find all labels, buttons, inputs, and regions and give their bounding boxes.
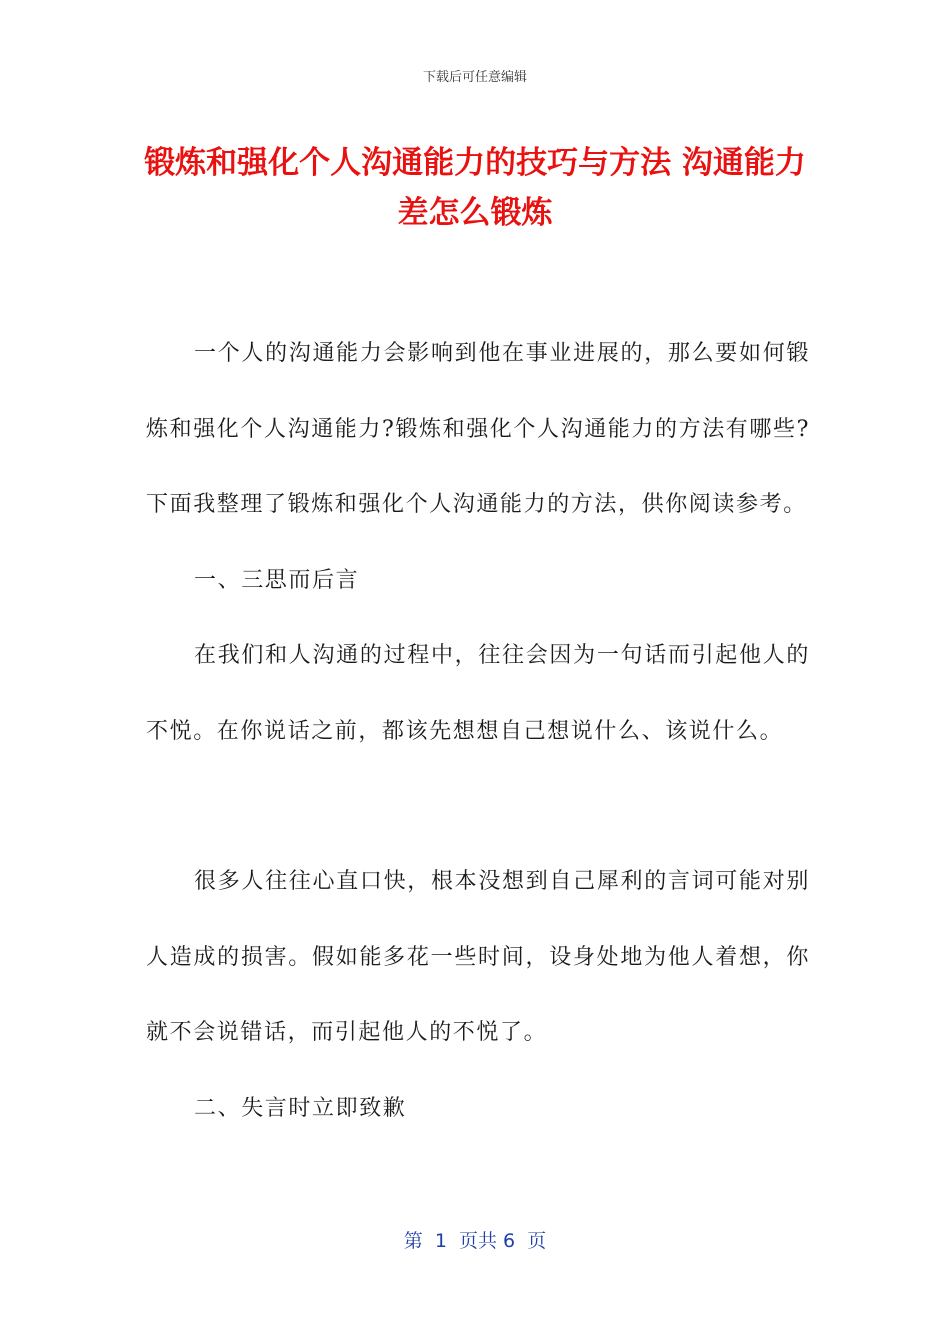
paragraph-section-1a: 在我们和人沟通的过程中，往往会因为一句话而引起他人的不悦。在你说话之前，都该先想想自己想说什么、该说什么。 [146, 643, 810, 744]
document-title: 锻炼和强化个人沟通能力的技巧与方法 沟通能力差怎么锻炼 [144, 145, 806, 231]
paragraph-gap [146, 769, 810, 844]
section-heading-1: 一、三思而后言 [194, 567, 360, 593]
paragraph-section-1b: 很多人往往心直口快，根本没想到自己犀利的言词可能对别人造成的损害。假如能多花一些时间，设身处地为他人着想，你就不会说错话，而引起他人的不悦了。 [146, 869, 810, 1045]
header-note: 下载后可任意编辑 [422, 70, 527, 85]
paragraph-intro: 一个人的沟通能力会影响到他在事业进展的，那么要如何锻炼和强化个人沟通能力?锻炼和强化个人沟通能力的方法有哪些?下面我整理了锻炼和强化个人沟通能力的方法，供你阅读参考。 [146, 341, 810, 517]
page-number-footer: 第 1 页共 6 页 [403, 1230, 547, 1252]
document-body [146, 316, 810, 1146]
section-heading-2: 二、失言时立即致歉 [194, 1095, 407, 1121]
